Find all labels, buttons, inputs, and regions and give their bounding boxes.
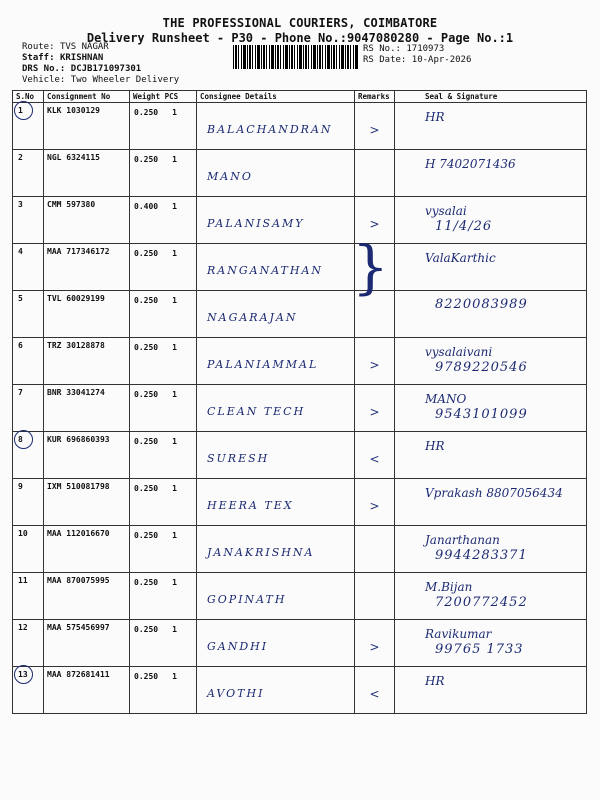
runsheet-info <box>22 42 179 86</box>
weight-pcs-cell <box>130 103 197 150</box>
serial-number-cell <box>13 291 44 338</box>
remarks-cell <box>355 573 395 620</box>
consignee-name: BALACHANDRAN <box>207 123 333 136</box>
signature-cell <box>395 432 587 479</box>
consignee-cell <box>197 479 355 526</box>
signature-cell <box>395 150 587 197</box>
signature-line-2: 9543101099 <box>435 407 528 422</box>
consignee-name: GANDHI <box>207 640 269 653</box>
signature-line-2: 8220083989 <box>435 297 528 312</box>
consignee-cell <box>197 338 355 385</box>
weight-pcs-cell <box>130 620 197 667</box>
signature <box>395 432 586 454</box>
staff-label: Staff: <box>22 53 55 63</box>
barcode <box>233 45 358 69</box>
consignee-cell <box>197 573 355 620</box>
consignee-name: SURESH <box>207 452 270 465</box>
signature-cell <box>395 244 587 291</box>
weight-pcs-cell <box>130 150 197 197</box>
pcs-value: 1 <box>172 202 177 211</box>
remark-mark <box>355 526 394 546</box>
signature <box>395 103 586 125</box>
drs-label: DRS No.: <box>22 64 66 74</box>
table-header-row <box>13 91 587 103</box>
signature <box>395 291 586 313</box>
signature-line-1: vysalai <box>425 204 467 218</box>
serial-number: 3 <box>18 200 23 209</box>
route-label: Route: <box>22 42 55 52</box>
signature-line-1: ValaKarthic <box>425 251 496 265</box>
circle-mark <box>14 665 33 684</box>
signature <box>395 526 586 564</box>
signature-line-1: Ravikumar <box>425 627 492 641</box>
signature-cell <box>395 385 587 432</box>
remarks-cell <box>355 620 395 667</box>
remarks-cell <box>355 338 395 385</box>
serial-number-cell <box>13 103 44 150</box>
signature <box>395 573 586 611</box>
weight-pcs-cell <box>130 432 197 479</box>
signature <box>395 244 586 266</box>
consignee-name: RANGANATHAN <box>207 264 324 277</box>
consignment-number: MAA 870075995 <box>44 573 130 620</box>
col-header-weight: Weight PCS <box>130 91 197 103</box>
table-row <box>13 338 587 385</box>
weight-pcs-cell <box>130 338 197 385</box>
signature-line-2: 7200772452 <box>435 595 528 610</box>
signature-line-2: 11/4/26 <box>435 219 493 234</box>
pcs-value: 1 <box>172 155 177 164</box>
table-row <box>13 620 587 667</box>
serial-number: 1 <box>18 106 23 115</box>
serial-number-cell <box>13 620 44 667</box>
remark-mark <box>355 150 394 170</box>
consignment-number: BNR 33041274 <box>44 385 130 432</box>
col-header-remarks: Remarks <box>355 91 395 103</box>
pcs-value: 1 <box>172 578 177 587</box>
signature-cell <box>395 573 587 620</box>
consignee-cell <box>197 150 355 197</box>
route-line <box>22 42 179 53</box>
signature-line-1: HR <box>425 110 445 124</box>
signature-line-1: Janarthanan <box>425 533 500 547</box>
signature-line-1: HR <box>425 439 445 453</box>
rs-no-label: RS No.: <box>363 44 401 54</box>
consignee-name: GOPINATH <box>207 593 287 606</box>
weight-pcs-cell <box>130 526 197 573</box>
consignee-cell <box>197 103 355 150</box>
signature <box>395 150 586 172</box>
serial-number: 2 <box>18 153 23 162</box>
drs-value: DCJB171097301 <box>70 64 142 74</box>
serial-number: 12 <box>18 623 28 632</box>
remark-mark: > <box>369 405 380 419</box>
signature-cell <box>395 526 587 573</box>
signature-cell <box>395 338 587 385</box>
serial-number-cell <box>13 244 44 291</box>
serial-number-cell <box>13 479 44 526</box>
consignee-name: CLEAN TECH <box>207 405 306 418</box>
serial-number: 5 <box>18 294 23 303</box>
col-header-seal: Seal & Signature <box>395 91 587 103</box>
serial-number-cell <box>13 526 44 573</box>
serial-number: 10 <box>18 529 28 538</box>
weight-value: 0.400 <box>134 202 159 211</box>
rs-date-value: 10-Apr-2026 <box>411 55 472 65</box>
consignee-cell <box>197 291 355 338</box>
signature-cell <box>395 479 587 526</box>
rs-no-value: 1710973 <box>406 44 445 54</box>
runsheet-table <box>12 90 587 714</box>
weight-value: 0.250 <box>134 390 159 399</box>
remarks-cell <box>355 150 395 197</box>
weight-value: 0.250 <box>134 155 159 164</box>
remark-mark: > <box>369 358 380 372</box>
signature <box>395 667 586 689</box>
runsheet-subtitle: Delivery Runsheet - P30 - Phone No.:9047080280 - Page No.:1 <box>86 31 514 45</box>
vehicle-value: Two Wheeler Delivery <box>70 75 180 85</box>
weight-value: 0.250 <box>134 578 159 587</box>
consignment-number: KUR 696860393 <box>44 432 130 479</box>
table-row <box>13 667 587 714</box>
serial-number: 9 <box>18 482 23 491</box>
remark-mark: > <box>369 217 380 231</box>
consignee-name: PALANISAMY <box>207 217 305 230</box>
drs-line <box>22 64 179 75</box>
serial-number: 13 <box>18 670 28 679</box>
table-row <box>13 197 587 244</box>
table-row <box>13 479 587 526</box>
pcs-value: 1 <box>172 672 177 681</box>
col-header-sno: S.No <box>13 91 44 103</box>
consignee-cell <box>197 526 355 573</box>
remarks-cell <box>355 385 395 432</box>
consignment-number: CMM 597380 <box>44 197 130 244</box>
serial-number-cell <box>13 573 44 620</box>
pcs-value: 1 <box>172 108 177 117</box>
signature <box>395 338 586 376</box>
table-row <box>13 526 587 573</box>
table-row <box>13 432 587 479</box>
signature-line-2: 9789220546 <box>435 360 528 375</box>
col-header-consignment: Consignment No <box>44 91 130 103</box>
serial-number-cell <box>13 150 44 197</box>
weight-value: 0.250 <box>134 672 159 681</box>
remarks-cell <box>355 667 395 714</box>
table-row <box>13 244 587 291</box>
signature <box>395 385 586 423</box>
serial-number: 4 <box>18 247 23 256</box>
weight-pcs-cell <box>130 573 197 620</box>
weight-value: 0.250 <box>134 437 159 446</box>
weight-value: 0.250 <box>134 484 159 493</box>
remark-mark: > <box>369 640 380 654</box>
rs-no-line <box>363 44 471 55</box>
signature-line-2: 99765 1733 <box>435 642 524 657</box>
remark-mark: < <box>369 452 380 466</box>
staff-value: KRISHNAN <box>59 53 104 63</box>
signature-line-1: vysalaivani <box>425 345 493 359</box>
serial-number-cell <box>13 432 44 479</box>
consignee-name: PALANIAMMAL <box>207 358 319 371</box>
weight-value: 0.250 <box>134 296 159 305</box>
weight-pcs-cell <box>130 667 197 714</box>
consignee-cell <box>197 197 355 244</box>
remarks-cell <box>355 479 395 526</box>
staff-line <box>22 53 179 64</box>
consignment-number: KLK 1030129 <box>44 103 130 150</box>
consignment-number: MAA 575456997 <box>44 620 130 667</box>
pcs-value: 1 <box>172 296 177 305</box>
serial-number-cell <box>13 197 44 244</box>
consignment-number: TVL 60029199 <box>44 291 130 338</box>
signature-cell <box>395 103 587 150</box>
weight-pcs-cell <box>130 197 197 244</box>
table-row <box>13 103 587 150</box>
consignee-name: AVOTHI <box>207 687 265 700</box>
table-row <box>13 291 587 338</box>
pcs-value: 1 <box>172 343 177 352</box>
signature <box>395 620 586 658</box>
remark-mark: > <box>369 123 380 137</box>
consignment-number: IXM 510081798 <box>44 479 130 526</box>
serial-number: 6 <box>18 341 23 350</box>
vehicle-line <box>22 75 179 86</box>
signature <box>395 197 586 235</box>
serial-number-cell <box>13 385 44 432</box>
consignee-cell <box>197 432 355 479</box>
col-header-consignee: Consignee Details <box>197 91 355 103</box>
weight-pcs-cell <box>130 479 197 526</box>
circle-mark <box>14 101 33 120</box>
weight-value: 0.250 <box>134 249 159 258</box>
signature-cell <box>395 197 587 244</box>
rs-info <box>363 44 471 66</box>
remarks-cell <box>355 432 395 479</box>
table-row <box>13 573 587 620</box>
circle-mark <box>14 430 33 449</box>
company-title: THE PROFESSIONAL COURIERS, COIMBATORE <box>162 16 438 30</box>
consignee-name: MANO <box>207 170 253 183</box>
consignee-name: HEERA TEX <box>207 499 294 512</box>
consignee-cell <box>197 244 355 291</box>
table-row <box>13 150 587 197</box>
serial-number: 8 <box>18 435 23 444</box>
serial-number-cell <box>13 338 44 385</box>
signature-line-1: HR <box>425 674 445 688</box>
pcs-value: 1 <box>172 531 177 540</box>
signature <box>395 479 586 501</box>
weight-value: 0.250 <box>134 108 159 117</box>
consignee-cell <box>197 667 355 714</box>
table-row <box>13 385 587 432</box>
signature-line-2: 9944283371 <box>435 548 528 563</box>
remarks-cell <box>355 103 395 150</box>
serial-number-cell <box>13 667 44 714</box>
remark-mark: < <box>369 687 380 701</box>
signature-line-1: MANO <box>425 392 467 406</box>
signature-cell <box>395 620 587 667</box>
pcs-value: 1 <box>172 390 177 399</box>
serial-number: 7 <box>18 388 23 397</box>
signature-cell <box>395 667 587 714</box>
consignee-cell <box>197 385 355 432</box>
weight-pcs-cell <box>130 385 197 432</box>
route-value: TVS NAGAR <box>59 42 109 52</box>
serial-number: 11 <box>18 576 28 585</box>
remarks-cell <box>355 526 395 573</box>
bracket-mark: } <box>352 233 389 301</box>
rs-date-label: RS Date: <box>363 55 407 65</box>
remark-mark <box>355 573 394 593</box>
table-body <box>13 103 587 714</box>
weight-pcs-cell <box>130 244 197 291</box>
consignee-name: JANAKRISHNA <box>207 546 315 559</box>
consignment-number: NGL 6324115 <box>44 150 130 197</box>
consignment-number: MAA 112016670 <box>44 526 130 573</box>
consignee-name: NAGARAJAN <box>207 311 298 324</box>
weight-value: 0.250 <box>134 531 159 540</box>
pcs-value: 1 <box>172 625 177 634</box>
signature-line-1: M.Bijan <box>425 580 473 594</box>
signature-cell <box>395 291 587 338</box>
weight-pcs-cell <box>130 291 197 338</box>
consignment-number: MAA 872681411 <box>44 667 130 714</box>
pcs-value: 1 <box>172 437 177 446</box>
weight-value: 0.250 <box>134 343 159 352</box>
pcs-value: 1 <box>172 484 177 493</box>
pcs-value: 1 <box>172 249 177 258</box>
consignment-number: TRZ 30128878 <box>44 338 130 385</box>
weight-value: 0.250 <box>134 625 159 634</box>
rs-date-line <box>363 55 471 66</box>
signature-line-1: H 7402071436 <box>425 157 516 171</box>
remark-mark: > <box>369 499 380 513</box>
vehicle-label: Vehicle: <box>22 75 66 85</box>
signature-line-1: Vprakash 8807056434 <box>425 486 563 500</box>
consignment-number: MAA 717346172 <box>44 244 130 291</box>
consignee-cell <box>197 620 355 667</box>
